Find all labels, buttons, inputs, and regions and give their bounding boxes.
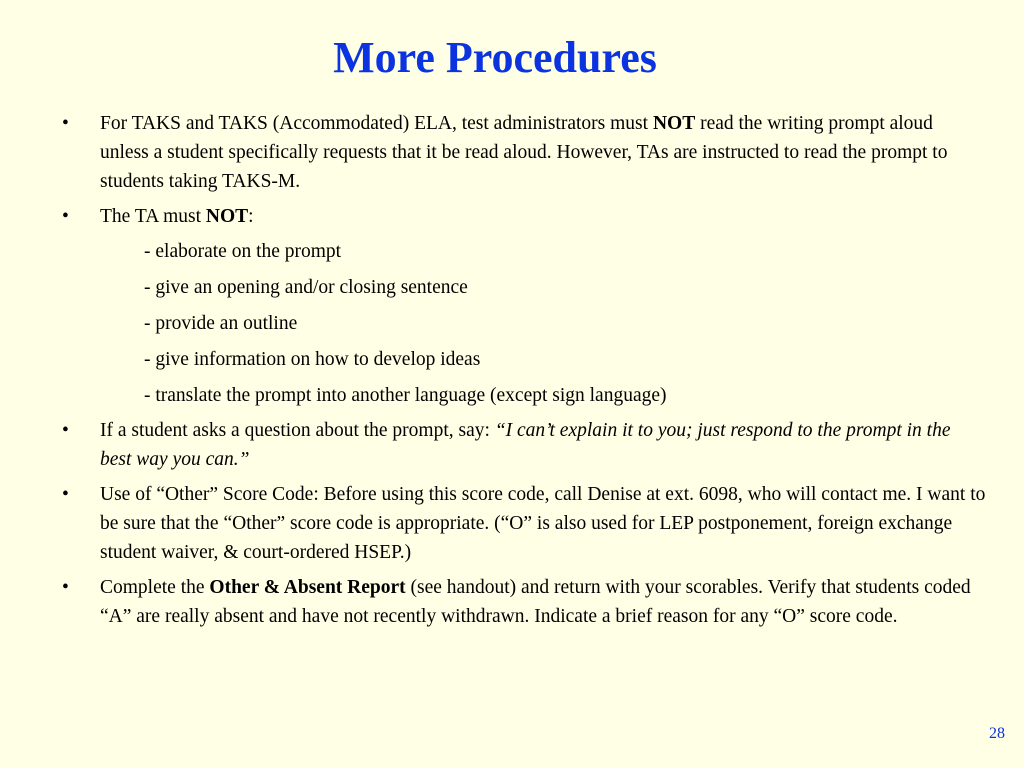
- sub-item: - elaborate on the prompt: [144, 241, 342, 262]
- bullet-dot: •: [62, 484, 69, 505]
- bullet-dot: •: [62, 420, 69, 441]
- bullet-item-5: [56, 573, 986, 631]
- bullet-item-2: [56, 202, 986, 410]
- bullet-text: Use of “Other” Score Code: Before using this score code, call Denise at ext. 6098, who will contact me. I want to be sure that the “Other” score code is appropriate. (“O” is also used for LEP postponement, foreign exchange student waiver, & court-ordered HSEP.): [100, 484, 986, 563]
- bullet-item-3: [56, 416, 986, 474]
- sub-list: [100, 237, 986, 410]
- bullet-text: If a student asks a question about the prompt, say:: [100, 420, 495, 441]
- bullet-dot: •: [62, 113, 69, 134]
- bullet-emphasis: Other & Absent Report: [209, 577, 406, 598]
- sub-item: - provide an outline: [144, 313, 298, 334]
- bullet-text: read the writing prompt aloud unless a student specifically requests that it be read aloud. However, TAs are instructed to read the prompt to students taking TAKS-M.: [100, 113, 948, 192]
- bullet-text: For TAKS and TAKS (Accommodated) ELA, test administrators must: [100, 113, 653, 134]
- slide-title: More Procedures: [333, 33, 657, 82]
- bullet-text: The TA must: [100, 206, 206, 227]
- bullet-list: [56, 109, 986, 637]
- bullet-emphasis: NOT: [205, 206, 249, 227]
- bullet-text: (see handout) and return with your scorables. Verify that students coded “A” are really absent and have not recently withdrawn. Indicate a brief reason for any “O” score code.: [100, 577, 971, 627]
- bullet-item-4: [56, 480, 986, 567]
- bullet-item-1: [56, 109, 986, 196]
- sub-item: - give information on how to develop ideas: [144, 349, 481, 370]
- bullet-text: :: [248, 206, 254, 227]
- bullet-dot: •: [62, 206, 69, 227]
- bullet-text: Complete the: [100, 577, 210, 598]
- bullet-dot: •: [62, 577, 69, 598]
- bullet-quote: “I can’t explain it to you; just respond to the prompt in the best way you can.”: [100, 420, 951, 470]
- page-number: 28: [989, 725, 1005, 742]
- sub-item: - translate the prompt into another language (except sign language): [144, 385, 667, 406]
- bullet-emphasis: NOT: [652, 113, 696, 134]
- sub-item: - give an opening and/or closing sentence: [144, 277, 468, 298]
